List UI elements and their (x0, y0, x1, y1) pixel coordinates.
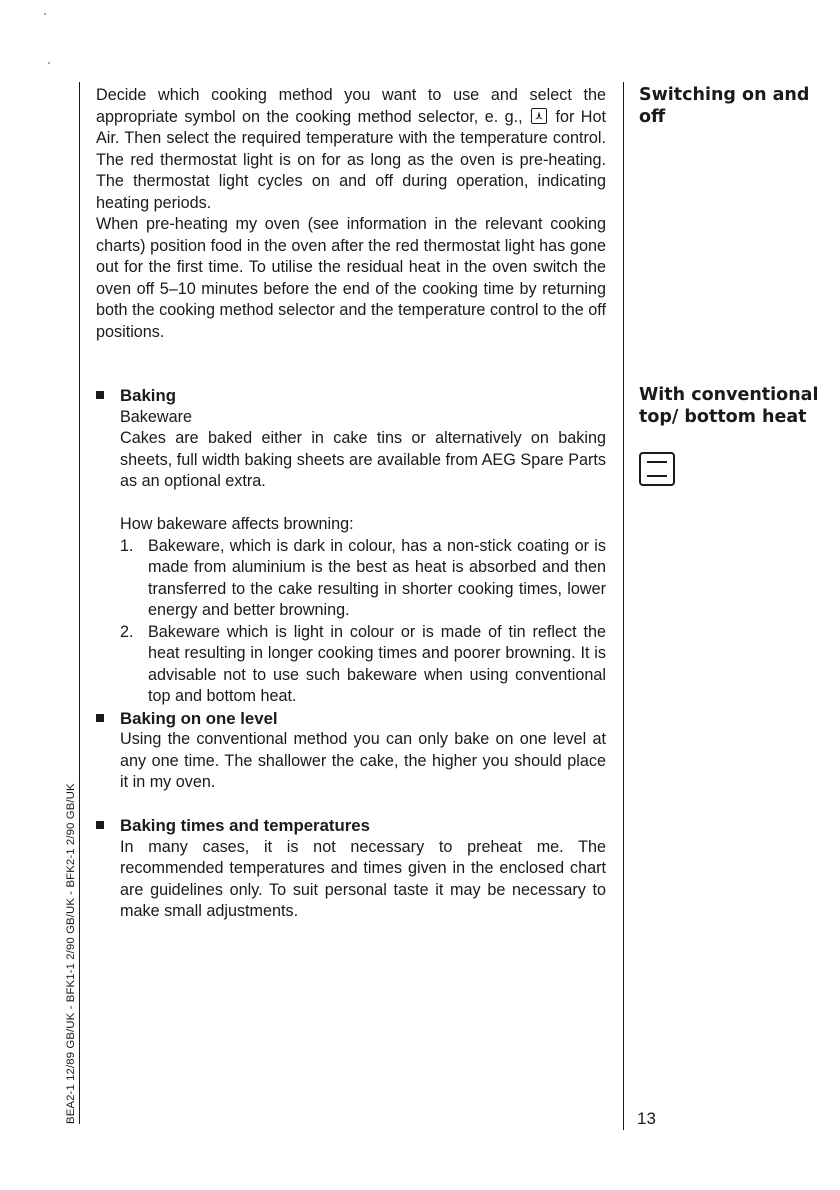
sidebar-heading-conventional: With conventional top/ bottom heat (639, 385, 819, 427)
sidebar-divider-rule (623, 82, 624, 1130)
left-margin-rule (79, 82, 80, 1124)
times-paragraph: In many cases, it is not necessary to preheat me. The recommended temperatures and times given in the enclosed chart are guidelines only. To suit personal taste it may be necessary to make small adjustments. (120, 837, 606, 920)
bullet-icon (96, 391, 104, 399)
bakeware-paragraph: Cakes are baked either in cake tins or alternatively on baking sheets, full width baking sheets are available from AEG Spare Parts as an optional extra. (120, 429, 606, 490)
list-item: 1. Bakeware, which is dark in colour, has a non-stick coating or is made from aluminium is the best as heat is absorbed and then transferred to the cake resulting in shorter cooking times, lower energy and better browning. (120, 536, 606, 619)
one-level-heading: Baking on one level (96, 708, 606, 730)
times-heading: Baking times and temperatures (96, 815, 606, 837)
sidebar-heading-switching: Switching on and off (639, 85, 810, 127)
bakeware-subheading: Bakeware (120, 407, 192, 426)
hot-air-fan-icon (531, 108, 547, 124)
browning-intro: How bakeware affects browning: (120, 515, 354, 533)
document-code: BEA2-1 12/89 GB/UK - BFK1-1 2/90 GB/UK - BFK2-1 2/90 GB/UK (65, 783, 77, 1124)
list-item: 2. Bakeware which is light in colour or is made of tin reflect the heat resulting in longer cooking times and poorer browning. It is advisable not to use such bakeware when using conventional top and bottom heat. (120, 622, 606, 705)
speck (44, 13, 46, 15)
one-level-paragraph: Using the conventional method you can only bake on one level at any one time. The shallower the cake, the higher you should place it in my oven. (120, 730, 606, 791)
baking-heading: Baking (96, 385, 606, 407)
intro-paragraph-1: Decide which cooking method you want to use and select the appropriate symbol on the cooking method selector, e. g., for Hot Air. Then select the required temperature with the temperature control. The red thermostat light is on for as long as the oven is pre-heating. The thermostat light cycles on and off during operation, indicating heating periods. (96, 86, 606, 212)
bullet-icon (96, 821, 104, 829)
top-bottom-heat-icon (639, 452, 675, 486)
intro-paragraph-2: When pre-heating my oven (see information in the relevant cooking charts) position food in the oven after the red thermostat light has gone out for the first time. To utilise the residual heat in the oven switch the oven off 5–10 minutes before the end of the cooking time by returning both the cooking method selector and the temperature control to the off positions. (96, 215, 606, 341)
bullet-icon (96, 714, 104, 722)
intro-section (96, 85, 606, 343)
speck (48, 62, 50, 64)
browning-list (120, 536, 606, 708)
page-number: 13 (637, 1109, 656, 1128)
baking-section (96, 385, 606, 923)
